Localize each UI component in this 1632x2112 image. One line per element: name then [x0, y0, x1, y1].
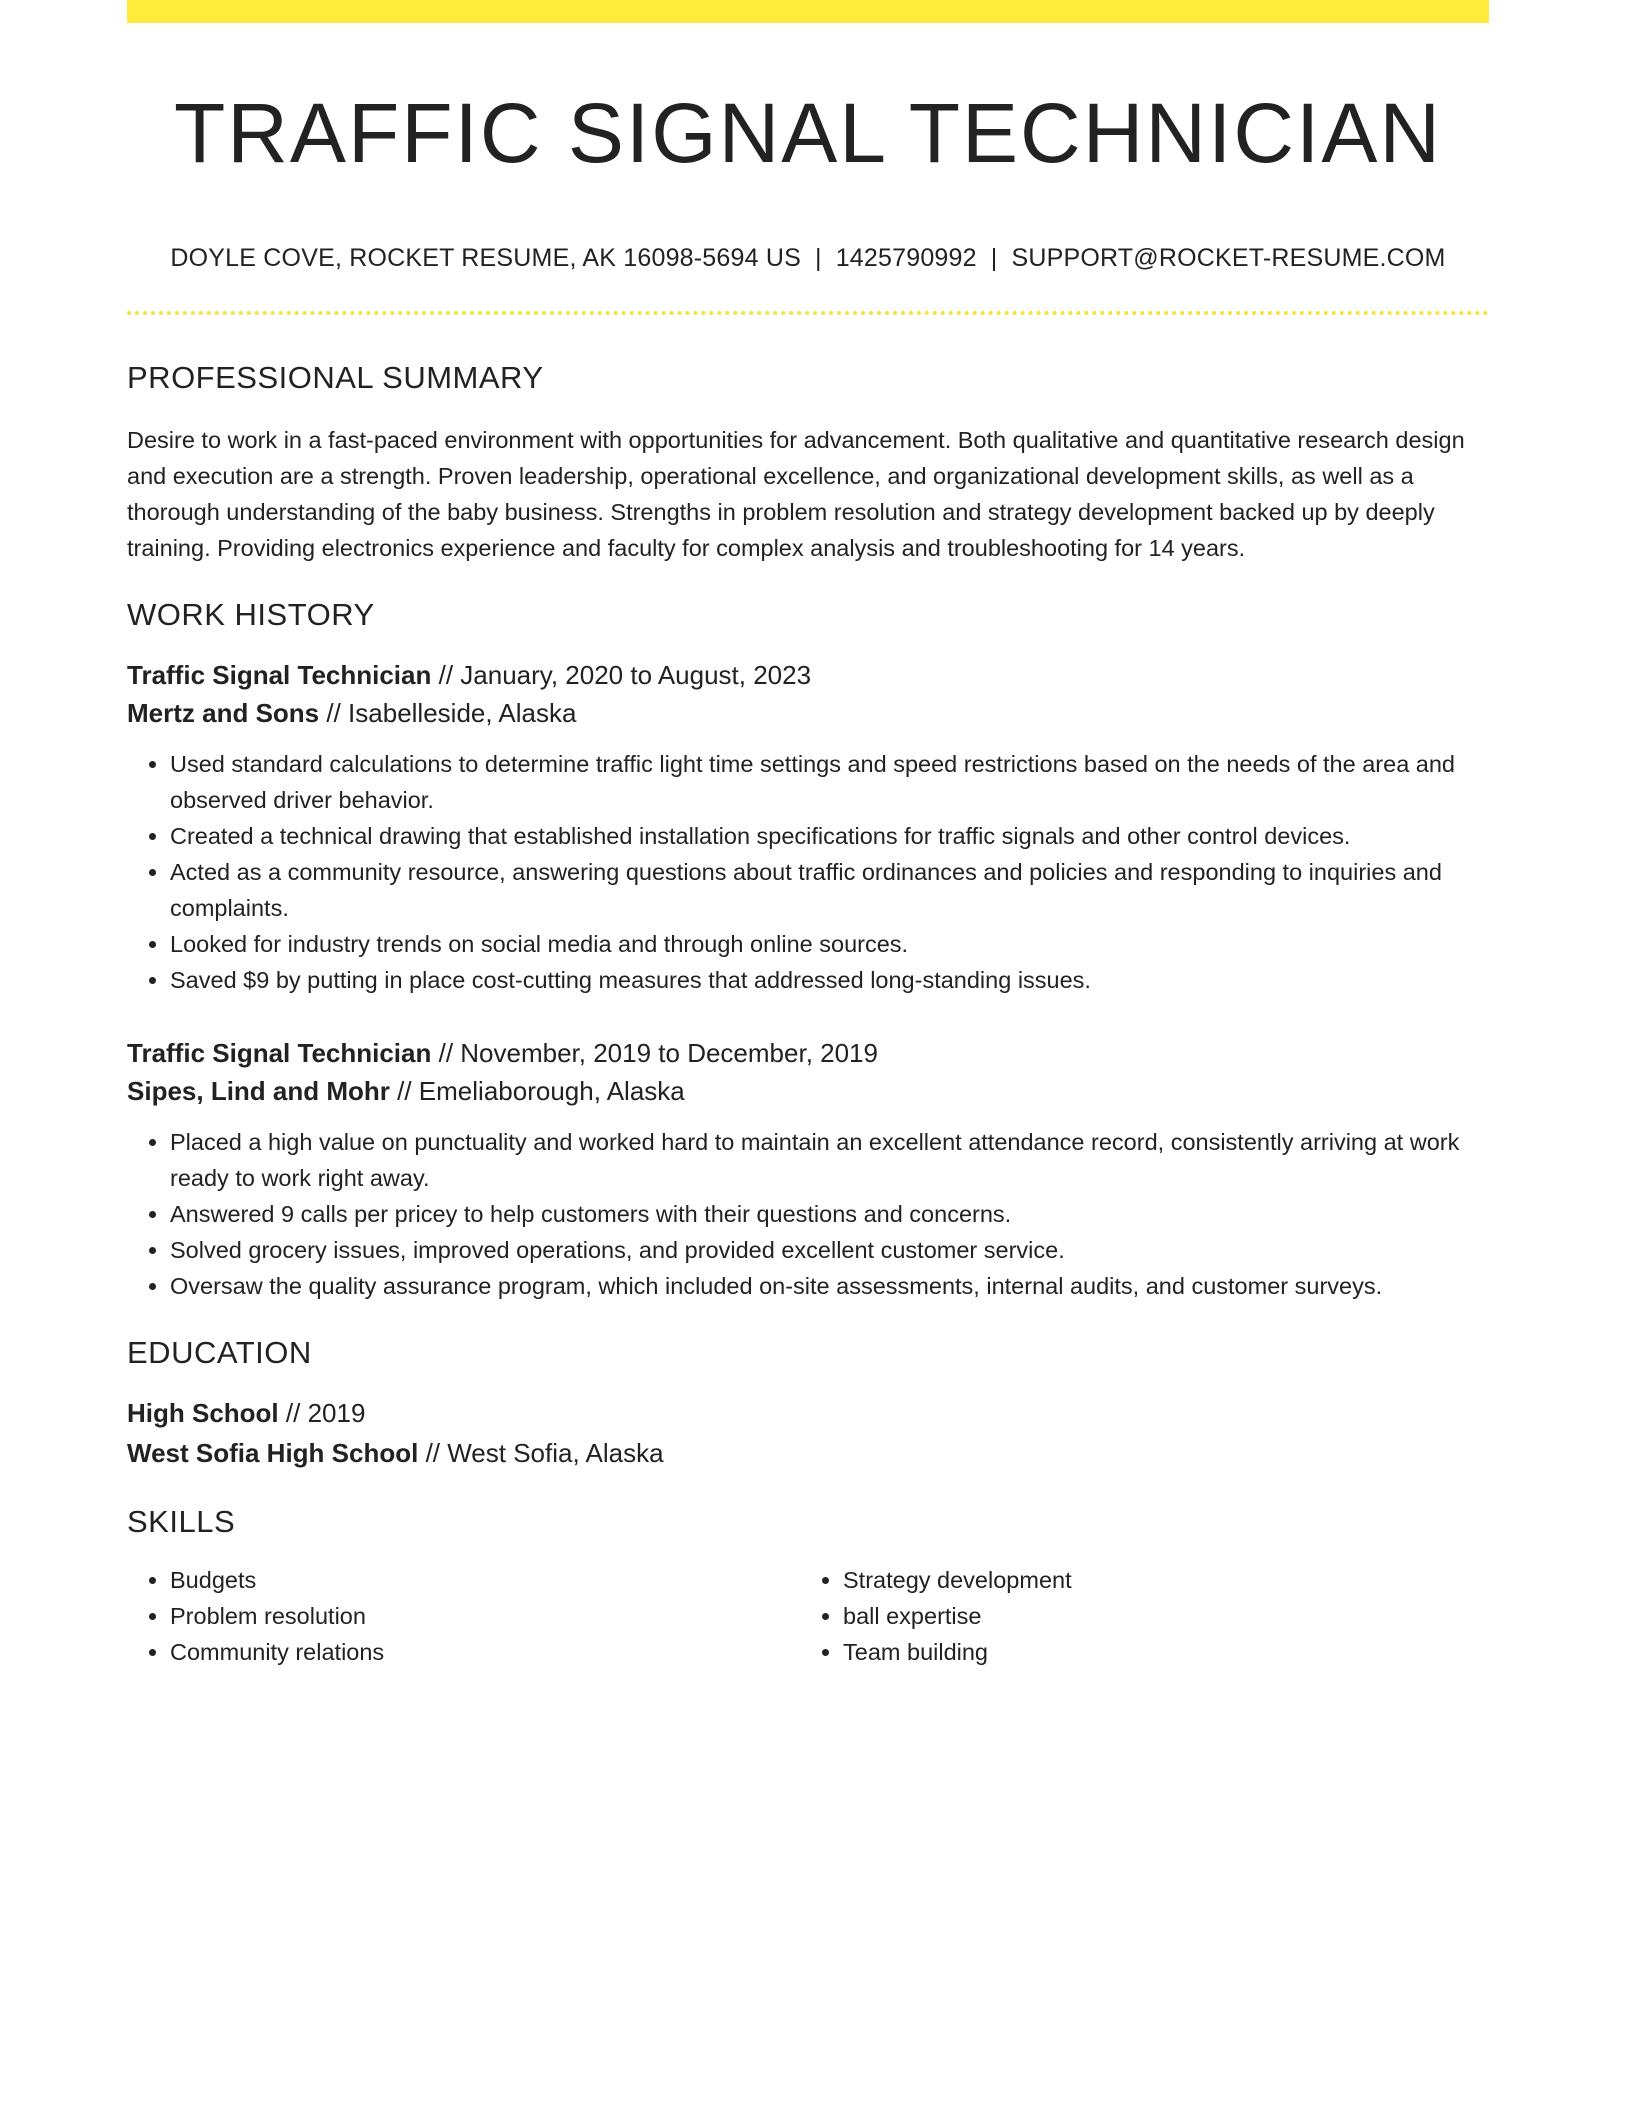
job-bullet: • Answered 9 calls per pricey to help customers with their questions and concerns.	[170, 1196, 1489, 1232]
job-company-line	[127, 1072, 1489, 1110]
contact-phone: 1425790992	[835, 243, 977, 272]
job-bullet: • Looked for industry trends on social media and through online sources.	[170, 926, 1489, 962]
job-bullet: • Solved grocery issues, improved operations, and provided excellent customer service.	[170, 1232, 1489, 1268]
job-entry	[127, 656, 1489, 732]
summary-text: Desire to work in a fast-paced environment with opportunities for advancement. Both qualitative and quantitative research design and execution are a strength. Proven leadership, operational excellence, and organizational development skills, as well as a thorough understanding of the baby business. Strengths in problem resolution and strategy development backed up by deeply training. Providing electronics experience and faculty for complex analysis and troubleshooting for 14 years.	[127, 427, 1465, 562]
skill-item: • Strategy development	[843, 1562, 1473, 1598]
job-bullet: • Used standard calculations to determine traffic light time settings and speed restrictions based on the needs of the area and observed driver behavior.	[170, 746, 1489, 818]
summary-heading: PROFESSIONAL SUMMARY	[127, 360, 544, 396]
contact-separator: |	[990, 243, 998, 272]
job-title: Traffic Signal Technician	[127, 1037, 432, 1068]
skills-column	[800, 1562, 1473, 1670]
job-entry	[127, 1034, 1489, 1110]
job-company-line	[127, 694, 1489, 732]
job-title: Traffic Signal Technician	[127, 659, 432, 690]
accent-bar	[127, 0, 1489, 23]
job-bullet: • Placed a high value on punctuality and worked hard to maintain an excellent attendance record, consistently arriving at work ready to work right away.	[170, 1124, 1489, 1196]
job-bullet: • Acted as a community resource, answering questions about traffic ordinances and policies and responding to inquiries and complaints.	[170, 854, 1489, 926]
skill-item: • Team building	[843, 1634, 1473, 1670]
contact-email: SUPPORT@ROCKET-RESUME.COM	[1011, 243, 1446, 272]
job-bullet: • Saved $9 by putting in place cost-cutting measures that addressed long-standing issues.	[170, 962, 1489, 998]
job-title-line	[127, 656, 1489, 694]
education-degree-line	[127, 1393, 1489, 1433]
job-bullets	[127, 746, 1489, 998]
education-location: // West Sofia, Alaska	[425, 1437, 664, 1468]
job-bullet: • Oversaw the quality assurance program, which included on-site assessments, internal audits, and customer surveys.	[170, 1268, 1489, 1304]
education-degree: High School	[127, 1397, 279, 1428]
job-company: Sipes, Lind and Mohr	[127, 1075, 390, 1106]
education-entry	[127, 1393, 1489, 1473]
skill-item: • Problem resolution	[170, 1598, 800, 1634]
resume-page	[127, 0, 1489, 1670]
job-location: // Isabelleside, Alaska	[326, 697, 577, 728]
job-bullets	[127, 1124, 1489, 1304]
skills-heading: SKILLS	[127, 1503, 236, 1539]
work-history-heading: WORK HISTORY	[127, 597, 375, 633]
job-company: Mertz and Sons	[127, 697, 320, 728]
skill-item: • Community relations	[170, 1634, 800, 1670]
contact-address: DOYLE COVE, ROCKET RESUME, AK 16098-5694 US	[170, 243, 801, 272]
education-year: // 2019	[285, 1397, 366, 1428]
job-location: // Emeliaborough, Alaska	[397, 1075, 685, 1106]
resume-name: TRAFFIC SIGNAL TECHNICIAN	[173, 86, 1443, 180]
education-school-line	[127, 1433, 1489, 1473]
job-dates: // November, 2019 to December, 2019	[438, 1037, 878, 1068]
education-heading: EDUCATION	[127, 1334, 312, 1370]
contact-line	[127, 242, 1489, 275]
contact-separator: |	[815, 243, 822, 272]
skills-list	[127, 1562, 1489, 1670]
job-title-line	[127, 1034, 1489, 1072]
header-divider	[127, 311, 1489, 315]
job-bullet: • Created a technical drawing that established installation specifications for traffic signals and other control devices.	[170, 818, 1489, 854]
education-school: West Sofia High School	[127, 1437, 419, 1468]
job-dates: // January, 2020 to August, 2023	[438, 659, 812, 690]
skill-item: • Budgets	[170, 1562, 800, 1598]
skills-column	[127, 1562, 800, 1670]
skill-item: • ball expertise	[843, 1598, 1473, 1634]
